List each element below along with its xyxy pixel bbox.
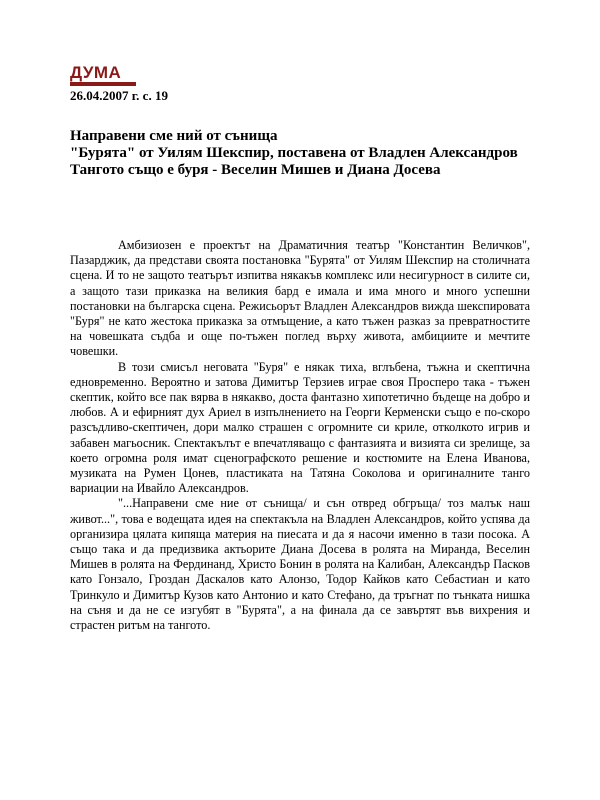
article-paragraph-2: В този смисъл неговата "Буря" е някак тиха, вглъбена, тъжна и скептична едновременно. Вероятно и затова Димитър Терзиев играе своя Просперо така - тъжен скептик, който все пак вярва в някакво, доста фантазно хипотетично бъдеще на добро и любов. А и ефирният дух Ариел в изпълнението на Георги Керменски също е по-скоро разсъдливо-скептичен, дори малко страшен с огромните си криле, отколкото игрив и забавен магьосник. Спектакълът е впечатляващо с фантазията и визията си зрелище, за което огромна роля имат сценографското решение и костюмите на Елена Иванова, музиката на Румен Цонев, пластиката на Татяна Соколова и оригиналните танго вариации на Ивайло Александров.	[70, 359, 530, 496]
article-paragraph-1: Амбизиозен е проектът на Драматичния театър "Константин Величков", Пазарджик, да представи своята постановка "Бурята" от Уилям Шекспир на столичната сцена. И то не защото театърът изпитва някакъв комплекс или несигурност в силите си, а защото тази приказка на великия бард е имала и има много и много успешни постановки на българска сцена. Режисьорът Владлен Александров вижда шекспировата "Буря" не като жестока приказка за отмъщение, а като тъжен разказ за превратностите на човешката съдба и още по-тъжен поглед върху живота, амбициите и мечтите човешки.	[70, 238, 530, 359]
headline-play: "Бурята" от Уилям Шекспир, поставена от Владлен Александров	[70, 145, 518, 161]
headline-tango: Тангото също е буря - Веселин Мишев и Диана Досева	[70, 162, 441, 178]
logo-wordmark: ДУМА	[70, 63, 122, 82]
newspaper-logo	[70, 64, 136, 86]
logo-underline	[70, 82, 136, 86]
headline-main: Направени сме ний от сънища	[70, 128, 278, 144]
issue-dateline: 26.04.2007 г. с. 19	[70, 88, 168, 103]
article-body	[70, 238, 530, 633]
headline-block	[70, 128, 530, 179]
article-paragraph-3: "...Направени сме ние от сънища/ и сън отвред обгръща/ тоз малък наш живот...", това е водещата идея на спектакъла на Владлен Александров, който успява да организира цялата кипяща материя на пиесата и да я насочи именно в тази посока. А също така и да предизвика актьорите Диана Досева в ролята на Миранда, Веселин Мишев в ролята на Фердинанд, Христо Бонин в ролята на Калибан, Александър Пасков като Гонзало, Гроздан Даскалов като Алонзо, Тодор Кайков като Себастиан и като Тринкуло и Димитър Кузов като Антонио и като Стефано, да тръгнат по тънката нишка на съня и да не се изгубят в "Бурята", а на финала да се завъртят във вихрения и страстен ритъм на тангото.	[70, 496, 530, 633]
